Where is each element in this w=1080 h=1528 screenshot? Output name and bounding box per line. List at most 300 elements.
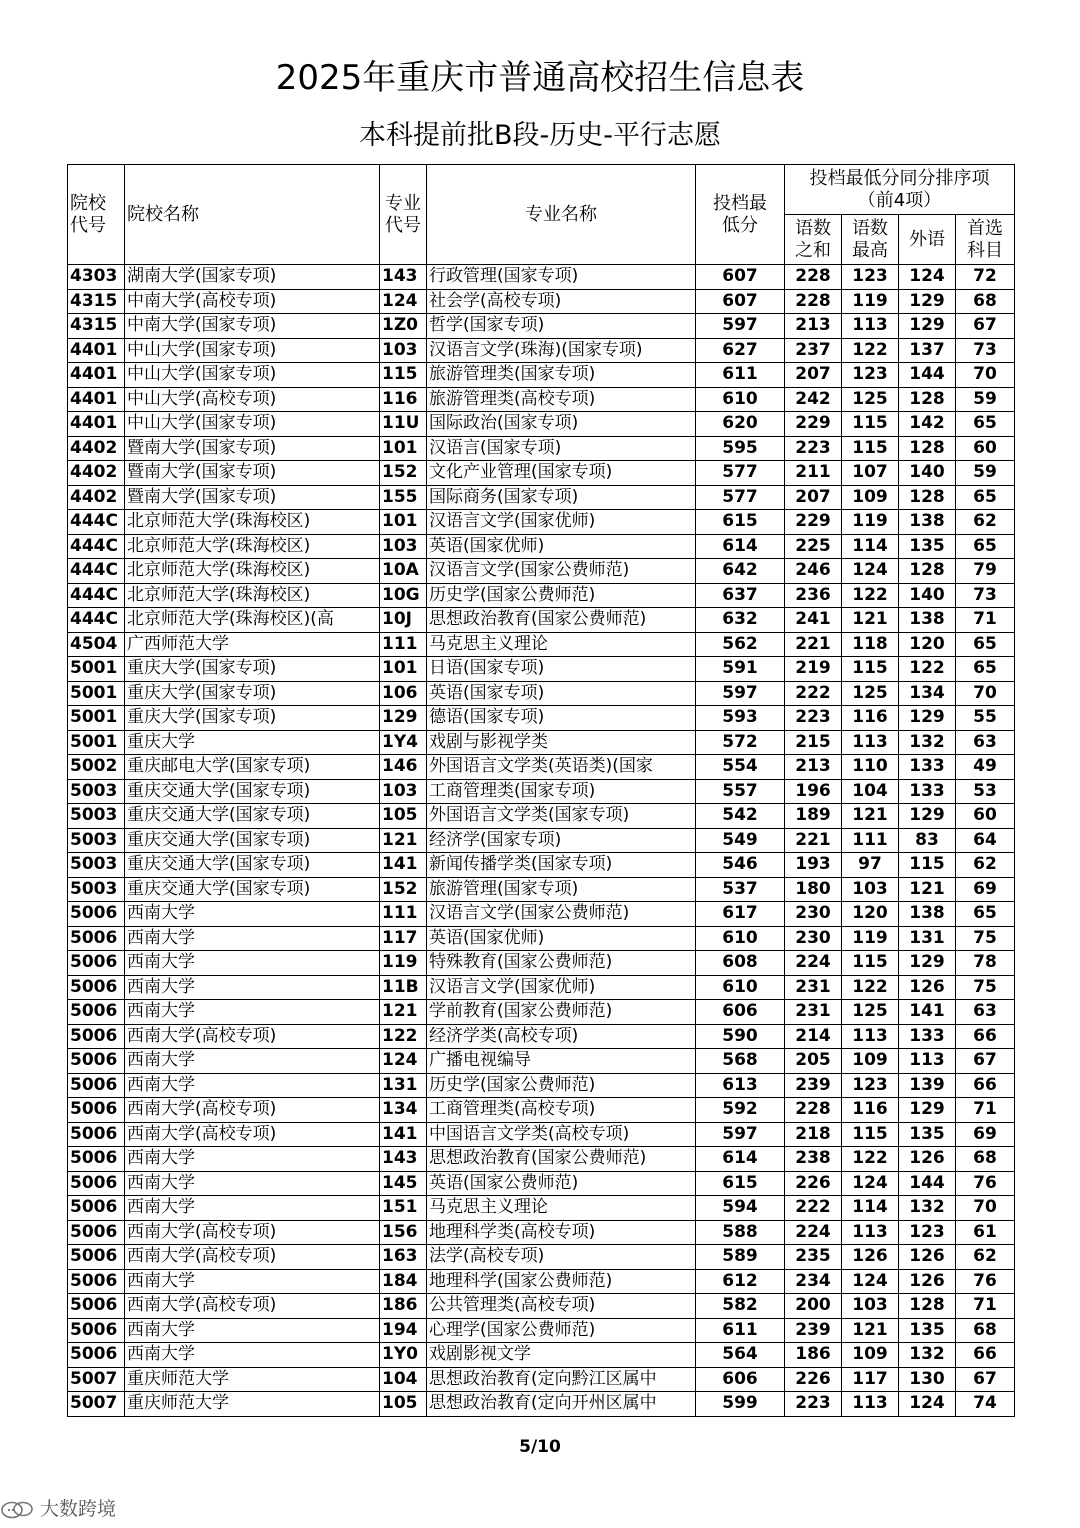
cell-school-name: 西南大学 xyxy=(125,951,380,976)
cell-school-name: 西南大学 xyxy=(125,1318,380,1343)
cell-min-score: 607 xyxy=(696,289,785,314)
cell-sum-chinese-math: 228 xyxy=(785,265,842,290)
cell-sum-chinese-math: 231 xyxy=(785,975,842,1000)
cell-school-name: 北京师范大学(珠海校区) xyxy=(125,510,380,535)
cell-first-subject: 66 xyxy=(956,1024,1015,1049)
cell-min-score: 564 xyxy=(696,1343,785,1368)
cell-school-code: 444C xyxy=(68,559,125,584)
table-row xyxy=(68,1098,1015,1123)
cell-min-score: 599 xyxy=(696,1392,785,1417)
cell-first-subject: 65 xyxy=(956,485,1015,510)
cell-max-chinese-math: 117 xyxy=(842,1367,899,1392)
cell-min-score: 537 xyxy=(696,877,785,902)
cell-first-subject: 68 xyxy=(956,1318,1015,1343)
cell-first-subject: 53 xyxy=(956,779,1015,804)
cell-major-name: 地理科学类(高校专项) xyxy=(427,1220,696,1245)
cell-first-subject: 74 xyxy=(956,1392,1015,1417)
cell-major-code: 152 xyxy=(380,877,427,902)
cell-major-code: 11B xyxy=(380,975,427,1000)
cell-first-subject: 66 xyxy=(956,1073,1015,1098)
cell-max-chinese-math: 119 xyxy=(842,926,899,951)
cell-school-name: 中山大学(国家专项) xyxy=(125,338,380,363)
cell-major-code: 11U xyxy=(380,412,427,437)
cell-major-code: 101 xyxy=(380,657,427,682)
cell-sum-chinese-math: 241 xyxy=(785,608,842,633)
cell-max-chinese-math: 125 xyxy=(842,681,899,706)
watermark-text: 大数跨境 xyxy=(40,1498,117,1520)
cell-major-name: 国际政治(国家专项) xyxy=(427,412,696,437)
cell-major-name: 汉语言文学(国家公费师范) xyxy=(427,902,696,927)
cell-max-chinese-math: 111 xyxy=(842,828,899,853)
cell-sum-chinese-math: 218 xyxy=(785,1122,842,1147)
cell-foreign-language: 120 xyxy=(899,632,956,657)
cell-sum-chinese-math: 224 xyxy=(785,1220,842,1245)
cell-min-score: 637 xyxy=(696,583,785,608)
cell-school-name: 西南大学(高校专项) xyxy=(125,1122,380,1147)
cell-school-name: 西南大学 xyxy=(125,1171,380,1196)
cell-foreign-language: 126 xyxy=(899,1269,956,1294)
cell-sum-chinese-math: 207 xyxy=(785,363,842,388)
cell-foreign-language: 113 xyxy=(899,1049,956,1074)
cell-sum-chinese-math: 246 xyxy=(785,559,842,584)
cell-major-name: 思想政治教育(国家公费师范) xyxy=(427,1147,696,1172)
cell-max-chinese-math: 115 xyxy=(842,951,899,976)
cell-max-chinese-math: 124 xyxy=(842,1171,899,1196)
cell-first-subject: 68 xyxy=(956,1147,1015,1172)
cell-major-code: 105 xyxy=(380,1392,427,1417)
page-title: 2025年重庆市普通高校招生信息表 xyxy=(275,58,805,98)
cell-max-chinese-math: 122 xyxy=(842,338,899,363)
cell-school-code: 5006 xyxy=(68,1171,125,1196)
cell-foreign-language: 139 xyxy=(899,1073,956,1098)
cell-school-code: 5003 xyxy=(68,779,125,804)
table-row xyxy=(68,657,1015,682)
cell-foreign-language: 132 xyxy=(899,1196,956,1221)
cell-sum-chinese-math: 236 xyxy=(785,583,842,608)
cell-max-chinese-math: 115 xyxy=(842,1122,899,1147)
cell-foreign-language: 124 xyxy=(899,1392,956,1417)
cell-sum-chinese-math: 229 xyxy=(785,510,842,535)
cell-foreign-language: 129 xyxy=(899,804,956,829)
cell-school-code: 4401 xyxy=(68,387,125,412)
table-row xyxy=(68,1024,1015,1049)
page-number: 5/10 xyxy=(519,1437,561,1457)
cell-min-score: 546 xyxy=(696,853,785,878)
cell-foreign-language: 140 xyxy=(899,461,956,486)
cell-school-code: 4402 xyxy=(68,461,125,486)
cell-min-score: 554 xyxy=(696,755,785,780)
table-row xyxy=(68,485,1015,510)
cell-school-name: 西南大学(高校专项) xyxy=(125,1024,380,1049)
cell-school-code: 5001 xyxy=(68,681,125,706)
cell-major-code: 156 xyxy=(380,1220,427,1245)
cell-min-score: 612 xyxy=(696,1269,785,1294)
cell-major-name: 工商管理类(高校专项) xyxy=(427,1098,696,1123)
cell-max-chinese-math: 120 xyxy=(842,902,899,927)
cell-school-code: 4401 xyxy=(68,412,125,437)
cell-first-subject: 69 xyxy=(956,1122,1015,1147)
cell-school-name: 湖南大学(国家专项) xyxy=(125,265,380,290)
cell-max-chinese-math: 124 xyxy=(842,559,899,584)
cell-min-score: 582 xyxy=(696,1294,785,1319)
cell-major-name: 旅游管理(国家专项) xyxy=(427,877,696,902)
cell-school-code: 4315 xyxy=(68,314,125,339)
cell-min-score: 606 xyxy=(696,1367,785,1392)
cell-major-name: 英语(国家专项) xyxy=(427,681,696,706)
header-major-code: 专业代号 xyxy=(380,165,427,265)
cell-major-name: 马克思主义理论 xyxy=(427,632,696,657)
table-row xyxy=(68,534,1015,559)
header-major-name: 专业名称 xyxy=(427,165,696,265)
cell-max-chinese-math: 103 xyxy=(842,877,899,902)
cell-major-name: 心理学(国家公费师范) xyxy=(427,1318,696,1343)
table-row xyxy=(68,608,1015,633)
cell-school-name: 暨南大学(国家专项) xyxy=(125,436,380,461)
cell-min-score: 627 xyxy=(696,338,785,363)
cell-max-chinese-math: 109 xyxy=(842,1049,899,1074)
cell-foreign-language: 121 xyxy=(899,877,956,902)
cell-first-subject: 65 xyxy=(956,657,1015,682)
cell-major-code: 115 xyxy=(380,363,427,388)
cell-min-score: 606 xyxy=(696,1000,785,1025)
cell-major-code: 101 xyxy=(380,510,427,535)
cell-school-code: 444C xyxy=(68,583,125,608)
cell-major-name: 汉语言文学(国家优师) xyxy=(427,975,696,1000)
cell-school-code: 5003 xyxy=(68,804,125,829)
cell-major-code: 143 xyxy=(380,1147,427,1172)
cell-major-name: 思想政治教育(国家公费师范) xyxy=(427,608,696,633)
cell-major-code: 145 xyxy=(380,1171,427,1196)
cell-first-subject: 49 xyxy=(956,755,1015,780)
table-row xyxy=(68,951,1015,976)
cell-major-code: 10A xyxy=(380,559,427,584)
cell-major-code: 119 xyxy=(380,951,427,976)
cell-school-name: 西南大学 xyxy=(125,926,380,951)
cell-first-subject: 75 xyxy=(956,926,1015,951)
cell-min-score: 614 xyxy=(696,1147,785,1172)
cell-foreign-language: 128 xyxy=(899,436,956,461)
cell-first-subject: 78 xyxy=(956,951,1015,976)
cell-major-code: 106 xyxy=(380,681,427,706)
cell-first-subject: 65 xyxy=(956,902,1015,927)
cell-sum-chinese-math: 223 xyxy=(785,436,842,461)
cell-foreign-language: 130 xyxy=(899,1367,956,1392)
cell-major-name: 外国语言文学类(国家专项) xyxy=(427,804,696,829)
cell-major-code: 151 xyxy=(380,1196,427,1221)
cell-min-score: 568 xyxy=(696,1049,785,1074)
cell-major-code: 111 xyxy=(380,902,427,927)
cell-major-code: 194 xyxy=(380,1318,427,1343)
table-row xyxy=(68,1318,1015,1343)
cell-major-code: 1Y0 xyxy=(380,1343,427,1368)
cell-school-code: 5006 xyxy=(68,1245,125,1270)
cell-major-name: 历史学(国家公费师范) xyxy=(427,1073,696,1098)
cell-major-code: 104 xyxy=(380,1367,427,1392)
cell-school-name: 中南大学(国家专项) xyxy=(125,314,380,339)
table-row xyxy=(68,902,1015,927)
cell-major-name: 社会学(高校专项) xyxy=(427,289,696,314)
cell-school-code: 4402 xyxy=(68,436,125,461)
cell-first-subject: 63 xyxy=(956,1000,1015,1025)
cell-major-code: 163 xyxy=(380,1245,427,1270)
cell-major-name: 戏剧与影视学类 xyxy=(427,730,696,755)
cell-school-code: 4303 xyxy=(68,265,125,290)
cell-school-name: 中山大学(高校专项) xyxy=(125,387,380,412)
cell-min-score: 557 xyxy=(696,779,785,804)
cell-foreign-language: 131 xyxy=(899,926,956,951)
cell-school-name: 西南大学 xyxy=(125,1343,380,1368)
cell-max-chinese-math: 114 xyxy=(842,534,899,559)
cell-major-code: 111 xyxy=(380,632,427,657)
cell-min-score: 632 xyxy=(696,608,785,633)
cell-sum-chinese-math: 219 xyxy=(785,657,842,682)
cell-major-name: 中国语言文学类(高校专项) xyxy=(427,1122,696,1147)
cell-min-score: 549 xyxy=(696,828,785,853)
cell-foreign-language: 126 xyxy=(899,1245,956,1270)
cell-max-chinese-math: 115 xyxy=(842,412,899,437)
cell-school-code: 5002 xyxy=(68,755,125,780)
cell-max-chinese-math: 115 xyxy=(842,657,899,682)
chat-bubbles-icon xyxy=(0,1499,34,1521)
cell-min-score: 597 xyxy=(696,1122,785,1147)
cell-first-subject: 69 xyxy=(956,877,1015,902)
cell-first-subject: 70 xyxy=(956,1196,1015,1221)
cell-foreign-language: 138 xyxy=(899,510,956,535)
table-row xyxy=(68,926,1015,951)
cell-school-name: 北京师范大学(珠海校区) xyxy=(125,559,380,584)
cell-min-score: 615 xyxy=(696,1171,785,1196)
cell-max-chinese-math: 110 xyxy=(842,755,899,780)
cell-foreign-language: 126 xyxy=(899,975,956,1000)
cell-school-name: 暨南大学(国家专项) xyxy=(125,485,380,510)
cell-first-subject: 70 xyxy=(956,681,1015,706)
header-sub-1: 语数最高 xyxy=(842,215,899,265)
cell-first-subject: 70 xyxy=(956,363,1015,388)
cell-min-score: 615 xyxy=(696,510,785,535)
cell-foreign-language: 126 xyxy=(899,1147,956,1172)
cell-sum-chinese-math: 211 xyxy=(785,461,842,486)
cell-school-code: 5006 xyxy=(68,1343,125,1368)
cell-major-name: 公共管理类(高校专项) xyxy=(427,1294,696,1319)
cell-school-name: 中山大学(国家专项) xyxy=(125,412,380,437)
cell-foreign-language: 124 xyxy=(899,265,956,290)
cell-max-chinese-math: 126 xyxy=(842,1245,899,1270)
cell-major-code: 103 xyxy=(380,779,427,804)
table-row xyxy=(68,706,1015,731)
cell-first-subject: 71 xyxy=(956,608,1015,633)
cell-school-name: 西南大学 xyxy=(125,1196,380,1221)
cell-max-chinese-math: 119 xyxy=(842,289,899,314)
cell-major-code: 103 xyxy=(380,534,427,559)
cell-sum-chinese-math: 200 xyxy=(785,1294,842,1319)
cell-foreign-language: 135 xyxy=(899,534,956,559)
cell-school-code: 5003 xyxy=(68,877,125,902)
cell-first-subject: 65 xyxy=(956,412,1015,437)
cell-major-code: 186 xyxy=(380,1294,427,1319)
cell-first-subject: 67 xyxy=(956,1049,1015,1074)
cell-school-name: 重庆交通大学(国家专项) xyxy=(125,877,380,902)
cell-first-subject: 59 xyxy=(956,461,1015,486)
cell-max-chinese-math: 113 xyxy=(842,1024,899,1049)
cell-school-name: 重庆师范大学 xyxy=(125,1367,380,1392)
cell-school-code: 5007 xyxy=(68,1392,125,1417)
cell-max-chinese-math: 123 xyxy=(842,1073,899,1098)
cell-foreign-language: 138 xyxy=(899,902,956,927)
cell-major-code: 116 xyxy=(380,387,427,412)
cell-sum-chinese-math: 235 xyxy=(785,1245,842,1270)
cell-school-name: 重庆交通大学(国家专项) xyxy=(125,853,380,878)
cell-sum-chinese-math: 242 xyxy=(785,387,842,412)
header-school-code: 院校代号 xyxy=(68,165,125,265)
cell-max-chinese-math: 107 xyxy=(842,461,899,486)
cell-school-name: 重庆师范大学 xyxy=(125,1392,380,1417)
cell-foreign-language: 133 xyxy=(899,755,956,780)
cell-major-name: 马克思主义理论 xyxy=(427,1196,696,1221)
table-row xyxy=(68,583,1015,608)
cell-major-name: 工商管理类(国家专项) xyxy=(427,779,696,804)
table-row xyxy=(68,779,1015,804)
cell-major-name: 文化产业管理(国家专项) xyxy=(427,461,696,486)
cell-min-score: 610 xyxy=(696,387,785,412)
cell-first-subject: 76 xyxy=(956,1269,1015,1294)
cell-max-chinese-math: 121 xyxy=(842,804,899,829)
cell-school-name: 重庆交通大学(国家专项) xyxy=(125,804,380,829)
cell-min-score: 617 xyxy=(696,902,785,927)
cell-major-code: 146 xyxy=(380,755,427,780)
cell-major-name: 国际商务(国家专项) xyxy=(427,485,696,510)
table-row xyxy=(68,1049,1015,1074)
cell-major-code: 117 xyxy=(380,926,427,951)
table-row xyxy=(68,877,1015,902)
cell-foreign-language: 138 xyxy=(899,608,956,633)
cell-first-subject: 62 xyxy=(956,1245,1015,1270)
cell-major-name: 历史学(国家公费师范) xyxy=(427,583,696,608)
cell-school-code: 5006 xyxy=(68,926,125,951)
table-row xyxy=(68,1196,1015,1221)
cell-first-subject: 60 xyxy=(956,804,1015,829)
cell-first-subject: 67 xyxy=(956,1367,1015,1392)
cell-school-code: 5006 xyxy=(68,1294,125,1319)
cell-sum-chinese-math: 196 xyxy=(785,779,842,804)
cell-major-name: 思想政治教育(定向开州区属中 xyxy=(427,1392,696,1417)
header-school-name: 院校名称 xyxy=(125,165,380,265)
cell-min-score: 594 xyxy=(696,1196,785,1221)
cell-foreign-language: 132 xyxy=(899,730,956,755)
table-row xyxy=(68,804,1015,829)
cell-school-name: 重庆交通大学(国家专项) xyxy=(125,828,380,853)
cell-first-subject: 68 xyxy=(956,289,1015,314)
cell-major-code: 134 xyxy=(380,1098,427,1123)
cell-major-code: 155 xyxy=(380,485,427,510)
cell-major-code: 124 xyxy=(380,1049,427,1074)
cell-max-chinese-math: 122 xyxy=(842,1147,899,1172)
cell-foreign-language: 129 xyxy=(899,314,956,339)
cell-sum-chinese-math: 226 xyxy=(785,1171,842,1196)
cell-school-name: 重庆大学(国家专项) xyxy=(125,681,380,706)
cell-sum-chinese-math: 214 xyxy=(785,1024,842,1049)
cell-min-score: 607 xyxy=(696,265,785,290)
cell-sum-chinese-math: 223 xyxy=(785,1392,842,1417)
cell-foreign-language: 83 xyxy=(899,828,956,853)
cell-sum-chinese-math: 237 xyxy=(785,338,842,363)
cell-major-name: 英语(国家优师) xyxy=(427,926,696,951)
cell-max-chinese-math: 113 xyxy=(842,1392,899,1417)
cell-max-chinese-math: 122 xyxy=(842,583,899,608)
cell-foreign-language: 128 xyxy=(899,1294,956,1319)
header-sub-2: 外语 xyxy=(899,215,956,265)
cell-school-name: 北京师范大学(珠海校区) xyxy=(125,583,380,608)
cell-sum-chinese-math: 193 xyxy=(785,853,842,878)
cell-foreign-language: 129 xyxy=(899,951,956,976)
cell-min-score: 597 xyxy=(696,681,785,706)
cell-max-chinese-math: 124 xyxy=(842,1269,899,1294)
cell-foreign-language: 122 xyxy=(899,657,956,682)
cell-school-code: 5003 xyxy=(68,853,125,878)
cell-major-name: 英语(国家公费师范) xyxy=(427,1171,696,1196)
cell-school-code: 5001 xyxy=(68,706,125,731)
cell-max-chinese-math: 113 xyxy=(842,314,899,339)
cell-first-subject: 71 xyxy=(956,1294,1015,1319)
cell-school-name: 北京师范大学(珠海校区) xyxy=(125,534,380,559)
cell-min-score: 588 xyxy=(696,1220,785,1245)
cell-school-code: 5001 xyxy=(68,730,125,755)
cell-major-name: 英语(国家优师) xyxy=(427,534,696,559)
cell-first-subject: 62 xyxy=(956,510,1015,535)
table-row xyxy=(68,632,1015,657)
cell-min-score: 591 xyxy=(696,657,785,682)
cell-min-score: 610 xyxy=(696,926,785,951)
cell-major-name: 学前教育(国家公费师范) xyxy=(427,1000,696,1025)
cell-foreign-language: 137 xyxy=(899,338,956,363)
cell-sum-chinese-math: 228 xyxy=(785,1098,842,1123)
table-row xyxy=(68,1171,1015,1196)
table-row xyxy=(68,265,1015,290)
cell-major-name: 汉语言文学(珠海)(国家专项) xyxy=(427,338,696,363)
cell-foreign-language: 133 xyxy=(899,1024,956,1049)
cell-major-code: 101 xyxy=(380,436,427,461)
cell-min-score: 610 xyxy=(696,975,785,1000)
table-row xyxy=(68,1245,1015,1270)
cell-major-name: 旅游管理类(高校专项) xyxy=(427,387,696,412)
cell-school-code: 5006 xyxy=(68,1122,125,1147)
cell-major-name: 旅游管理类(国家专项) xyxy=(427,363,696,388)
cell-major-name: 新闻传播学类(国家专项) xyxy=(427,853,696,878)
cell-foreign-language: 144 xyxy=(899,363,956,388)
cell-school-code: 5007 xyxy=(68,1367,125,1392)
cell-school-name: 西南大学 xyxy=(125,1073,380,1098)
cell-school-code: 5006 xyxy=(68,1220,125,1245)
cell-major-name: 日语(国家专项) xyxy=(427,657,696,682)
cell-max-chinese-math: 113 xyxy=(842,730,899,755)
cell-school-name: 重庆大学 xyxy=(125,730,380,755)
cell-sum-chinese-math: 239 xyxy=(785,1073,842,1098)
cell-school-name: 西南大学 xyxy=(125,1000,380,1025)
cell-school-name: 重庆大学(国家专项) xyxy=(125,706,380,731)
cell-first-subject: 63 xyxy=(956,730,1015,755)
cell-first-subject: 76 xyxy=(956,1171,1015,1196)
cell-max-chinese-math: 97 xyxy=(842,853,899,878)
cell-major-code: 122 xyxy=(380,1024,427,1049)
cell-school-code: 5006 xyxy=(68,1196,125,1221)
cell-min-score: 590 xyxy=(696,1024,785,1049)
cell-sum-chinese-math: 189 xyxy=(785,804,842,829)
header-tie-break: 投档最低分同分排序项（前4项） xyxy=(785,165,1015,215)
cell-major-code: 152 xyxy=(380,461,427,486)
cell-sum-chinese-math: 221 xyxy=(785,828,842,853)
cell-max-chinese-math: 125 xyxy=(842,387,899,412)
cell-max-chinese-math: 109 xyxy=(842,485,899,510)
table-row xyxy=(68,1294,1015,1319)
